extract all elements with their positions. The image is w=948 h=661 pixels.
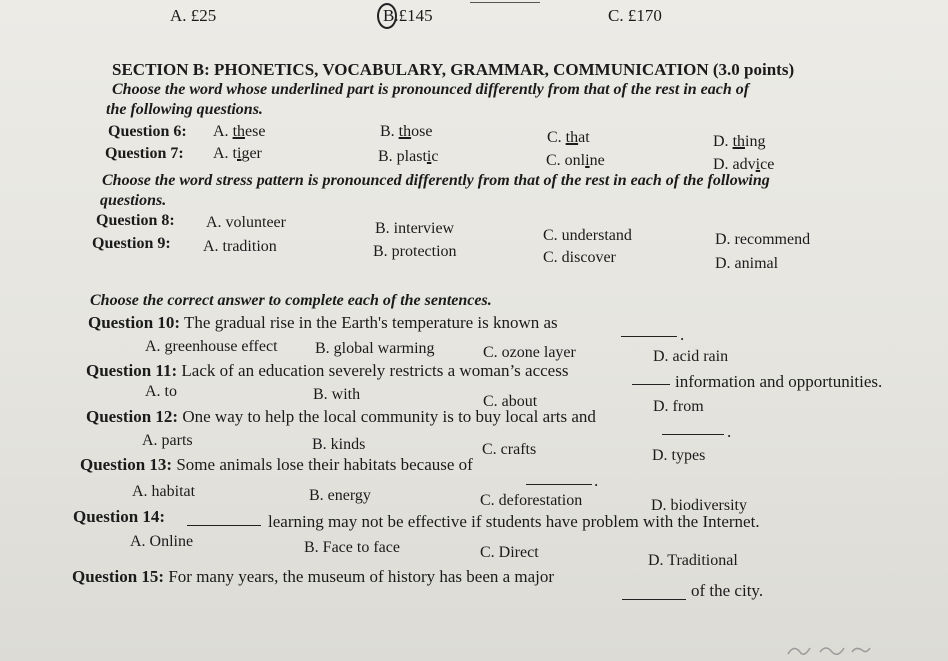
question-8-option-a: A. volunteer — [206, 214, 286, 231]
question-14-option-c: C. Direct — [480, 544, 539, 561]
question-9-option-a: A. tradition — [203, 238, 277, 255]
answer-option-c: C. £170 — [608, 6, 662, 25]
question-6-option-a: A. these — [213, 123, 266, 140]
question-10-option-d: D. acid rain — [653, 348, 729, 365]
question-10-option-c: C. ozone layer — [483, 344, 576, 361]
question-14-blank — [187, 525, 261, 526]
question-11-stem: Question 11: Lack of an education severely restricts a woman’s access — [86, 361, 569, 380]
question-7-option-a: A. tiger — [213, 145, 262, 162]
question-12-stem: Question 12: One way to help the local community is to buy local arts and — [86, 407, 596, 426]
question-9-option-b: B. protection — [373, 243, 457, 260]
question-9-label: Question 9: — [92, 235, 171, 252]
question-14-option-b: B. Face to face — [304, 539, 400, 556]
question-8-option-b: B. interview — [375, 220, 455, 237]
selected-answer-circle — [377, 3, 397, 29]
answer-option-a: A. £25 — [170, 6, 217, 25]
question-14-label: Question 14: — [73, 507, 166, 526]
question-12-option-b: B. kinds — [312, 436, 366, 453]
question-10-option-a: A. greenhouse effect — [145, 338, 278, 355]
question-10-blank — [621, 336, 677, 337]
question-7-option-b: B. plastic — [378, 148, 439, 165]
question-11-option-a: A. to — [145, 383, 177, 400]
question-14-stem: learning may not be effective if students have problem with the Internet. — [268, 512, 760, 531]
instruction-pronunciation-line1: Choose the word whose underlined part is pronounced differently from that of the rest in each of — [112, 81, 750, 98]
question-6-option-b: B. those — [380, 123, 433, 140]
question-14-option-a: A. Online — [130, 533, 194, 550]
question-12-option-a: A. parts — [142, 432, 193, 449]
question-6-label: Question 6: — [108, 123, 187, 140]
pencil-scribble-icon — [780, 638, 890, 660]
question-11-blank — [632, 384, 670, 385]
question-14-option-d: D. Traditional — [648, 552, 738, 569]
question-13-option-b: B. energy — [309, 487, 371, 504]
question-12-blank — [662, 434, 724, 435]
question-11-option-b: B. with — [313, 386, 361, 403]
section-b-title: SECTION B: PHONETICS, VOCABULARY, GRAMMAR, COMMUNICATION (3.0 points) — [112, 60, 795, 79]
question-15-stem: Question 15: For many years, the museum of history has been a major — [72, 567, 555, 586]
question-11-option-d: D. from — [653, 398, 704, 415]
question-13-option-c: C. deforestation — [480, 492, 583, 509]
question-13-blank — [526, 484, 592, 485]
instruction-stress-line1: Choose the word stress pattern is pronounced differently from that of the rest in each of the following — [102, 172, 770, 189]
question-10-option-b: B. global warming — [315, 340, 435, 357]
question-12-period: . — [727, 422, 732, 441]
question-8-option-c: C. understand — [543, 227, 632, 244]
top-rule — [470, 2, 540, 3]
question-13-option-a: A. habitat — [132, 483, 196, 500]
question-15-stem-end: of the city. — [691, 581, 764, 600]
question-10-period: . — [680, 325, 685, 344]
question-13-stem: Question 13: Some animals lose their habitats because of — [80, 455, 473, 474]
question-12-option-c: C. crafts — [482, 441, 537, 458]
answer-value-b: £145 — [398, 6, 433, 25]
question-13-period: . — [594, 471, 599, 490]
question-15-blank — [622, 599, 686, 600]
question-12-option-d: D. types — [652, 447, 706, 464]
instruction-complete-sentences: Choose the correct answer to complete each of the sentences. — [90, 292, 492, 309]
question-6-option-c: C. that — [547, 129, 590, 146]
question-6-option-d: D. thing — [713, 133, 766, 150]
instruction-stress-line2: questions. — [100, 192, 167, 209]
question-7-option-c: C. online — [546, 152, 605, 169]
question-8-option-d: D. recommend — [715, 231, 811, 248]
question-13-option-d: D. biodiversity — [651, 497, 747, 514]
question-7-option-d: D. advice — [713, 156, 775, 173]
question-9-option-d: D. animal — [715, 255, 779, 272]
question-10-stem: Question 10: The gradual rise in the Earth's temperature is known as — [88, 313, 558, 332]
question-11-option-c: C. about — [483, 393, 538, 410]
answer-letter-b: B. — [383, 6, 399, 25]
question-8-label: Question 8: — [96, 212, 175, 229]
question-9-option-c: C. discover — [543, 249, 616, 266]
instruction-pronunciation-line2: the following questions. — [106, 101, 263, 118]
question-7-label: Question 7: — [105, 145, 184, 162]
question-11-stem-end: information and opportunities. — [675, 372, 883, 391]
